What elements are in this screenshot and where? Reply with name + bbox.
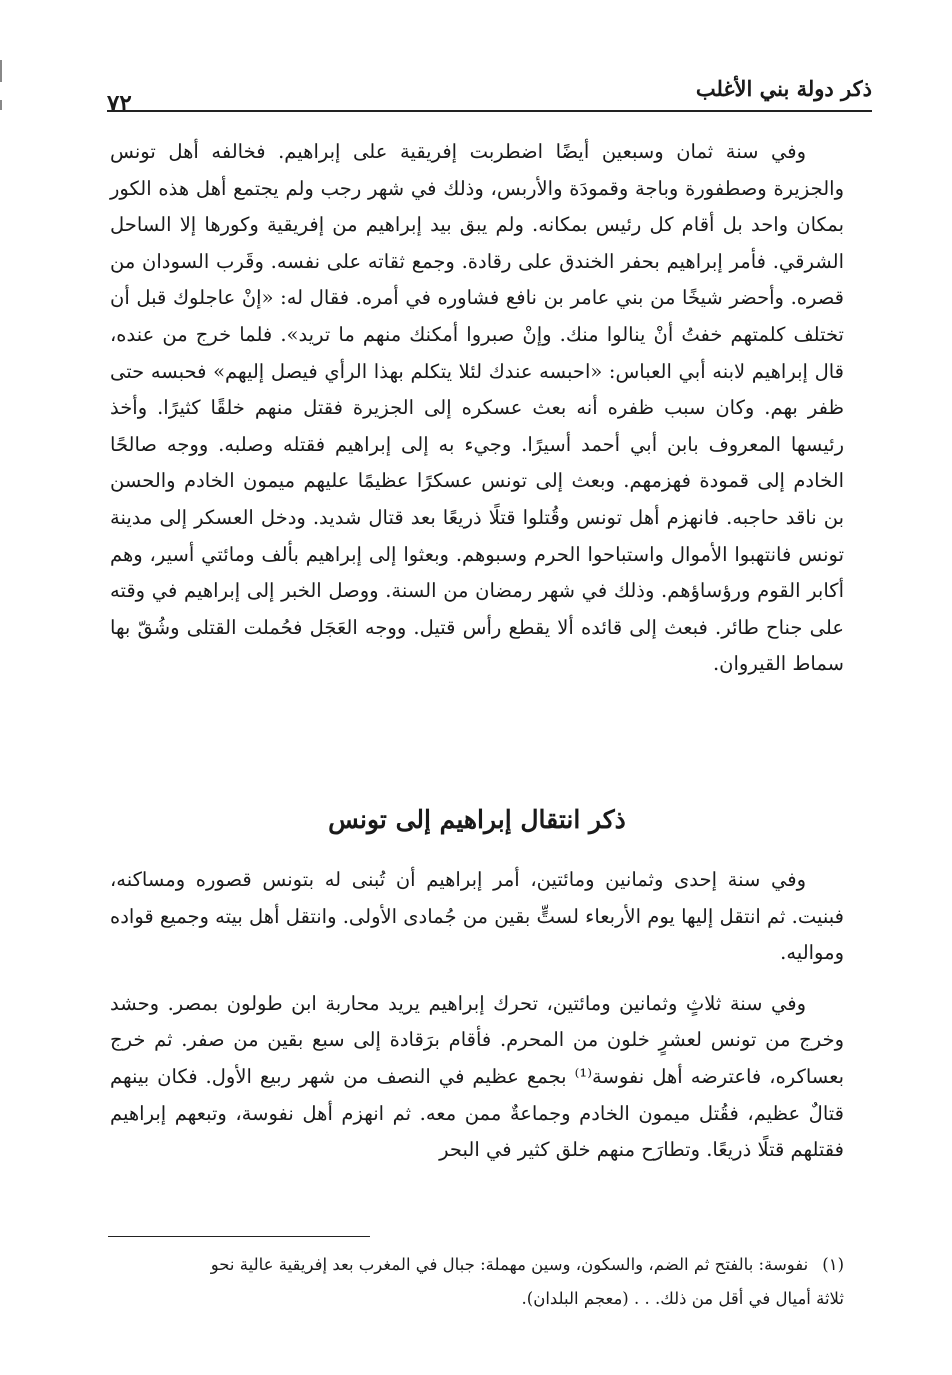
page-number: ٧٢ (107, 90, 132, 117)
footnote-marker: (١) (822, 1255, 844, 1274)
footnote-line (110, 1282, 844, 1316)
margin-mark (0, 100, 2, 110)
running-header (107, 76, 872, 117)
footnotes (110, 1248, 844, 1316)
section-heading: ذكر انتقال إبراهيم إلى تونس (328, 805, 626, 834)
footnote-rule (108, 1236, 370, 1237)
footnote-line (110, 1248, 844, 1282)
section-text-block (110, 862, 844, 1183)
paragraph: وفي سنة ثلاثٍ وثمانين ومائتين، تحرك إبراهيم يريد محاربة ابن طولون بمصر. وحشد وخرج من تونس لعشرٍ خلون من المحرم. فأقام برَقادة إلى سبع بقين من صفر. ثم خرج بعساكره، فاعترضه أهل نفوسة⁽¹⁾ بجمع عظيم في النصف من شهر ربيع الأول. فكان بينهم قتالٌ عظيم، فقُتل ميمون الخادم وجماعةٌ ممن معه. ثم انهزم أهل نفوسة، وتبعهم إبراهيم فقتلهم قتلًا ذريعًا. وتطارَح منهم خلق كثير في البحر (110, 991, 844, 1162)
paragraph: وفي سنة ثمان وسبعين أيضًا اضطربت إفريقية على إبراهيم. فخالفه أهل تونس والجزيرة وصطفورة وباجة وقمودَة والأربس، وذلك في شهر رجب ولم يجتمع أهل هذه الكور بمكان واحد بل أقام كل رئيس بمكانه. ولم يبق بيد إبراهيم من إفريقية وكورها إلا الساحل الشرقي. فأمر إبراهيم بحفر الخندق على رقادة. وجمع ثقاته على نفسه. وقَرب السودان من قصره. وأحضر شيخًا من بني عامر بن نافع فشاوره في أمره. فقال له: «إنْ عاجلوك قبل أن تختلف كلمتهم خفتُ أنْ ينالوا منك. وإنْ صبروا أمكنك منهم ما تريد». فلما خرج من عنده، قال إبراهيم لابنه أبي العباس: «احبسه عندك لئلا يتكلم بهذا الرأي فيصل إليهم» فحبسه حتى ظفر بهم. وكان سبب ظفره أنه بعث عسكره إلى الجزيرة فقتل منهم خلقًا كثيرًا. وأخذ رئيسها المعروف بابن أبي أحمد أسيرًا. وجيء به إلى إبراهيم فقتله وصلبه. ووجه صالحًا الخادم إلى قمودة فهزمهم. وبعث إلى تونس عسكرًا عظيمًا عليهم ميمون الخادم والحسن بن ناقد حاجبه. فانهزم أهل تونس وقُتلوا قتلًا ذريعًا بعد قتال شديد. ودخل العسكر إلى مدينة تونس فانتهبوا الأموال واستباحوا الحرم وسبوهم. وبعثوا إلى إبراهيم بألف ومائتي أسير، وهم أكابر القوم ورؤساؤهم. وذلك في شهر رمضان من السنة. ووصل الخبر إلى إبراهيم في وقته على جناح طائر. فبعث إلى قائده ألا يقطع رأس قتيل. ووجه العَجَل فحُملت القتلى وشُقّ بها سماط القيروان. (110, 140, 844, 676)
margin-mark (0, 60, 2, 82)
footnote-text: ثلاثة أميال في أقل من ذلك. . . (معجم البلدان). (521, 1289, 844, 1308)
header-rule (107, 110, 872, 112)
running-title: ذكر دولة بني الأغلب (695, 76, 872, 101)
footnote-text: نفوسة: بالفتح ثم الضم، والسكون، وسين مهملة: جبال في المغرب بعد إفريقية عالية نحو (210, 1255, 809, 1274)
paragraph: وفي سنة إحدى وثمانين ومائتين، أمر إبراهيم أن تُبنى له بتونس قصوره ومساكنه، فبنيت. ثم انتقل إليها يوم الأربعاء لستٍّ بقين من جُمادى الأولى. وانتقل أهل بيته وجميع قواده ومواليه. (110, 868, 844, 965)
main-text-block (110, 134, 844, 683)
